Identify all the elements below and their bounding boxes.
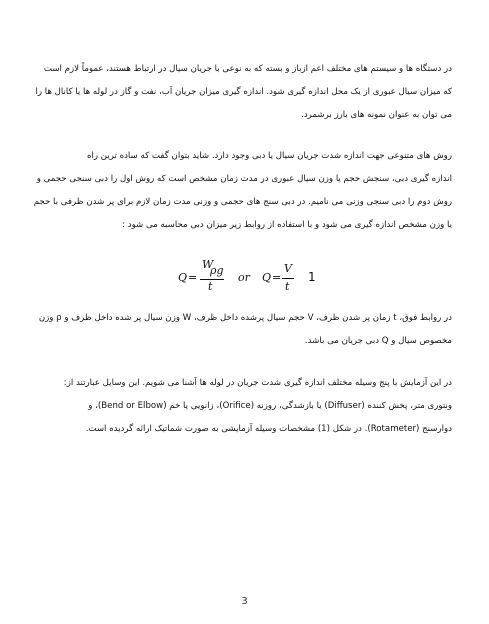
eq-equals: = <box>188 271 198 284</box>
text-line: اندازه گیری دبی، سنجش حجم یا وزن سیال عبوری در مدت زمان مشخص است که روش اول را دبی سنجی حجمی و <box>36 174 452 184</box>
eq-time-t: t <box>285 280 290 293</box>
fraction-bar <box>282 278 294 279</box>
eq-volume-v: V <box>284 262 292 275</box>
text-line: می توان به عنوان نمونه های بارز برشمرد. <box>301 110 452 120</box>
text-line: در این آزمایش با پنج وسیله مختلف اندازه گیری شدت جریان در لوله ها آشنا می شویم. این وسایل عبارتند از: <box>63 378 452 388</box>
text-line: یا وزن مشخص اندازه گیری می شود و با استفاده از روابط زیر میزان دبی محاسبه می شود : <box>122 220 452 230</box>
paragraph-intro <box>35 58 452 127</box>
flow-rate-equation <box>178 258 338 292</box>
text-line: مخصوص سیال و Q دبی جریان می باشد. <box>304 336 452 346</box>
text-line: که میزان سیال عبوری از یک محل اندازه گیری شود. اندازه گیری میزان جریان آب، نفت و گاز در لوله ها یا کانال ها را <box>35 87 452 97</box>
page-number: 3 <box>241 596 248 607</box>
eq-equals: = <box>272 271 282 284</box>
eq-time-t: t <box>208 280 213 293</box>
text-line: در روابط فوق، t زمان پر شدن ظرف، V حجم سیال پرشده داخل ظرف، W وزن سیال پر شده داخل ظرف و ρ وزن <box>38 313 452 323</box>
eq-or: or <box>238 271 250 284</box>
text-line: در دستگاه ها و سیستم های مختلف اعم ازباز و بسته که به نوعی با جریان سیال در ارتباط هستند، عموماً لازم است <box>43 64 452 74</box>
eq-symbol-q: Q <box>262 271 272 284</box>
text-line: ونتوری متر، پخش کننده (Diffuser) یا بازشدگی، روزنه (Orifice)، زانویی یا خم (Bend or Elbow)، و <box>88 401 452 411</box>
text-line: روش دوم را دبی سنجی وزنی می نامیم. در دبی سنج های حجمی و وزنی مدت زمان لازم برای پر شدن ظرفی با حجم <box>33 197 452 207</box>
equation-number: 1 <box>308 270 316 284</box>
eq-weight-w: W <box>202 258 214 271</box>
paragraph-methods <box>33 145 452 237</box>
text-line: دوارسنج (Rotameter). در شکل (1) مشخصات وسیله آزمایشی به صورت شماتیک ارائه گردیده است. <box>85 424 452 434</box>
eq-symbol-q: Q <box>178 271 188 284</box>
paragraph-definitions <box>38 307 452 353</box>
eq-rho-g: ρg <box>210 264 224 277</box>
text-line: روش های متنوعی جهت اندازه شدت جریان سیال یا دبی وجود دارد. شاید بتوان گفت که ساده ترین راه <box>87 151 452 161</box>
paragraph-experiment <box>44 372 452 441</box>
